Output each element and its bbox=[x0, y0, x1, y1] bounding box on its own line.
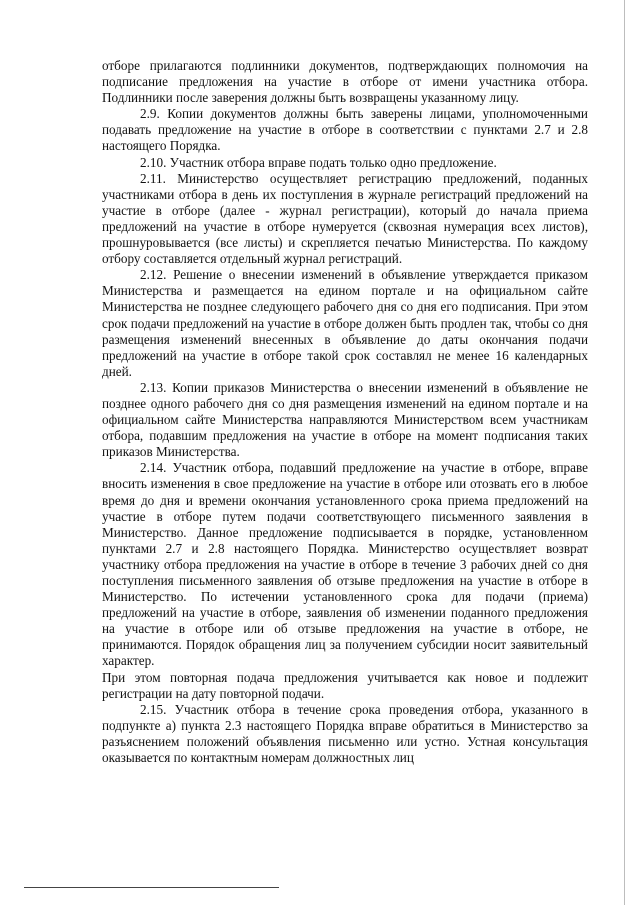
paragraph-2-11: 2.11. Министерство осуществляет регистрацию предложений, поданных участниками отбора в день их поступления в журнале регистраций предложений на участие в отборе (далее - журнал регистрации), который до начала приема предложений на участие в отборе нумеруется (сквозная нумерация всех листов), прошнуровывается (все листы) и скрепляется печатью Министерства. По каждому отбору составляется отдельный журнал регистраций. bbox=[102, 170, 588, 267]
paragraph-2-15: 2.15. Участник отбора в течение срока проведения отбора, указанного в подпункте а) пункта 2.3 настоящего Порядка вправе обратиться в Министерство за разъяснением положений объявления письменно или устно. Устная консультация оказывается по контактным номерам должностных лиц bbox=[102, 701, 588, 766]
paragraph-2-9: 2.9. Копии документов должны быть заверены лицами, уполномоченными подавать предложение на участие в отборе в соответствии с пунктами 2.7 и 2.8 настоящего Порядка. bbox=[102, 106, 588, 154]
paragraph-2-12: 2.12. Решение о внесении изменений в объявление утверждается приказом Министерства и размещается на едином портале и на официальном сайте Министерства не позднее следующего рабочего дня со дня его подписания. При этом срок подачи предложений на участие в отборе должен быть продлен так, чтобы со дня размещения изменений внесенных в объявление до даты окончания подачи предложений на участие в отборе такой срок составлял не менее 16 календарных дней. bbox=[102, 267, 588, 379]
paragraph-2-10: 2.10. Участник отбора вправе подать только одно предложение. bbox=[140, 154, 497, 170]
scan-edge bbox=[624, 0, 625, 905]
footnote-separator-line bbox=[24, 887, 279, 888]
paragraph-2-14-note: При этом повторная подача предложения учитывается как новое и подлежит регистрации на дату повторной подачи. bbox=[102, 669, 588, 701]
document-body bbox=[102, 58, 588, 766]
paragraph-2-13: 2.13. Копии приказов Министерства о внесении изменений в объявление не позднее одного рабочего дня со дня размещения изменений на едином портале и на официальном сайте Министерства направляются Министерством всем участникам отбора, подавшим предложения на участие в отборе на момент подписания таких приказов Министерства. bbox=[102, 379, 588, 460]
paragraph-continuation: отборе прилагаются подлинники документов, подтверждающих полномочия на подписание предложения на участие в отборе от имени участника отбора. Подлинники после заверения должны быть возвращены указанному лицу. bbox=[102, 58, 588, 106]
paragraph-2-14: 2.14. Участник отбора, подавший предложение на участие в отборе, вправе вносить изменения в свое предложение на участие в отборе или отозвать его в любое время до дня и времени окончания установленного срока приема предложений на участие в отборе путем подачи соответствующего письменного заявления в Министерство. Данное предложение подписывается в порядке, установленном пунктами 2.7 и 2.8 настоящего Порядка. Министерство осуществляет возврат участнику отбора предложения на участие в отборе в течение 3 рабочих дней со дня поступления письменного заявления об отзыве предложения на участие в отборе в Министерство. По истечении установленного срока для подачи (приема) предложений на участие в отборе, заявления об изменении поданного предложения на участие в отборе или об отзыве предложения на участие в отборе, не принимаются. Порядок обращения лиц за получением субсидии носит заявительный характер. bbox=[102, 460, 588, 669]
